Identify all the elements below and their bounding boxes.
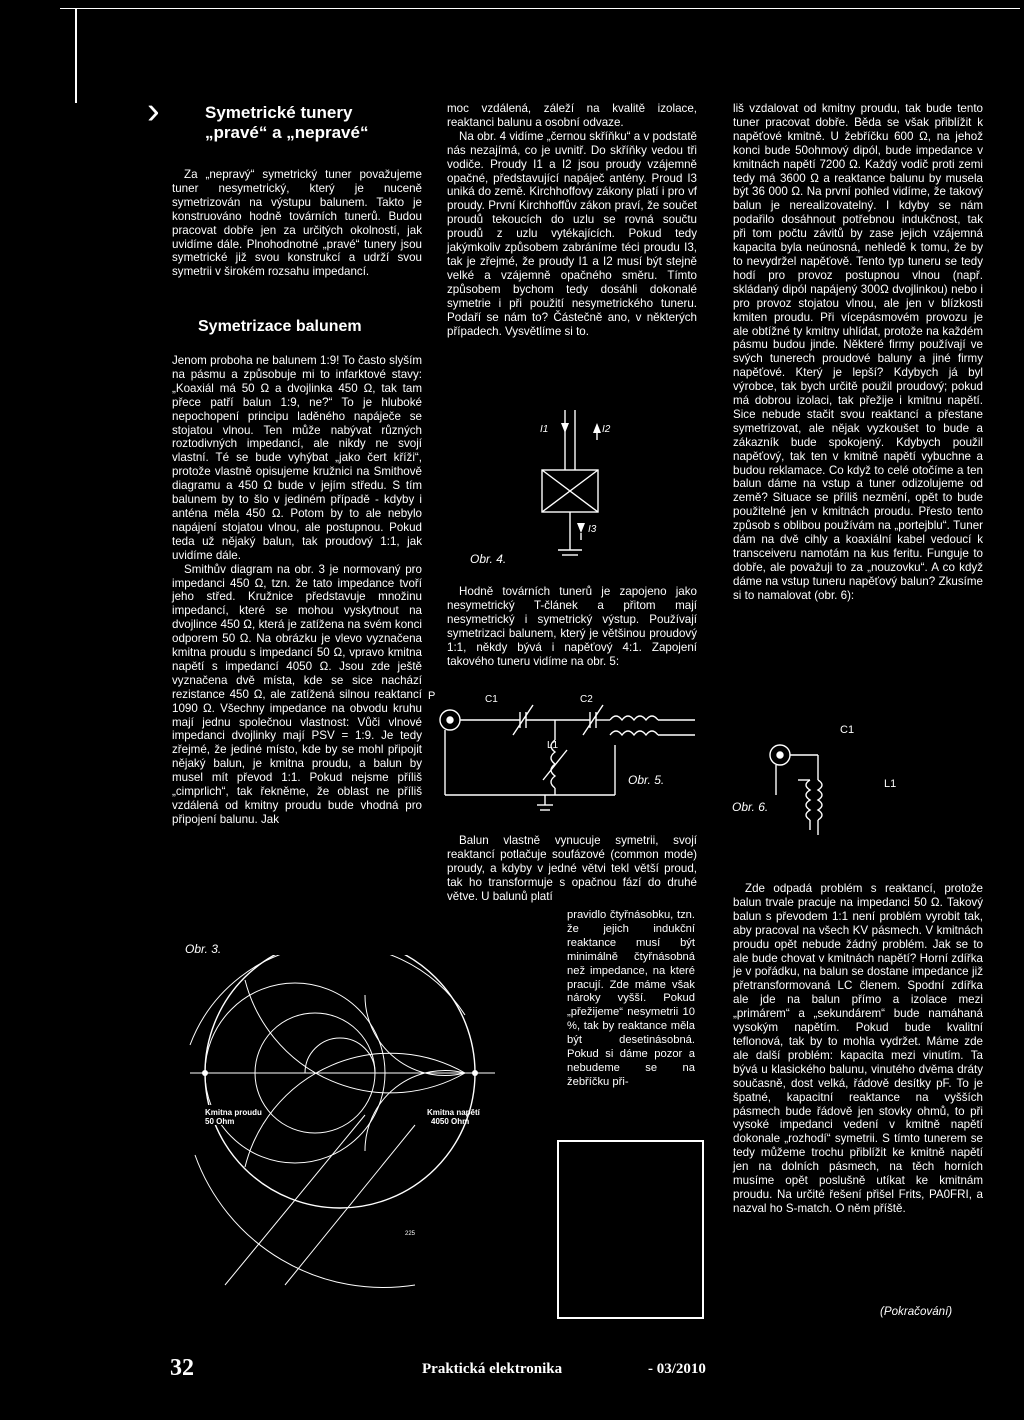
chart-label-current-node: Kmitna proudu bbox=[205, 1108, 262, 1117]
title-line-1: Symetrické tunery bbox=[205, 103, 353, 122]
right-body-2 bbox=[733, 882, 983, 1216]
middle-top bbox=[447, 102, 697, 338]
smith-paragraph: Smithův diagram na obr. 3 je normovaný pro impedanci 450 Ω, tzn. že tato impedance tvoří jeho střed. Kružnice představuje množinu impedancí, které se mohou vyskytnout na dvojlince 450 Ω, která je zatížena na svém konci odporem 50 Ω. Na obrázku je vlevo vyznačena kmitna proudu s impedancí 50 Ω, vpravo kmitna napětí s impedancí 4050 Ω. Jsou zde ještě vyznačena dvě místa, kde se sice nachází rezistance 450 Ω, ale zatížená silnou reaktancí 1090 Ω. Všechny impedance na obvodu kruhu mají jednu společnou vlastnost: Vůči vlnové impedanci dvojlinky mají PSV = 1:9. Je tedy zřejmé, že jediné místo, kde by se mohl připojit nějaký balun, je kmitna proudu, a balun by musel mít převod 1:1. Pokud nejsme příliš „cimprlich“, tak řekněme, že oblast ne příliš vzdálená od kmitny proudu bude vhodná pro připojení balunu. Jak bbox=[172, 562, 422, 826]
fig5-label-l1: L1 bbox=[547, 740, 559, 751]
middle-paragraph-5: pravidlo čtyřnásobku, tzn. že jejich indukční reaktance musí být minimálně čtyřnásobná než impedance, na které pracují. Zde máme však nároky vyšší. Pokud „přežijeme“ nesymetrii 10 %, tak by reaktance měla být desetinásobná. Pokud si dáme pozor a nebudeme se na žebříčku při- bbox=[567, 909, 695, 1088]
chart-lower-arc bbox=[195, 1155, 415, 1288]
chart-label-voltage-node-value: 4050 Ohm bbox=[431, 1117, 470, 1126]
arrow-up-icon bbox=[593, 423, 601, 433]
fig5-label-c1: C1 bbox=[485, 694, 498, 705]
box-title-2: o Mini-Whipu bbox=[583, 1174, 678, 1191]
middle-body-3 bbox=[447, 585, 697, 668]
fig4-label-i1: I1 bbox=[540, 424, 549, 435]
page-number: 32 bbox=[170, 1355, 194, 1381]
discussion-box-title bbox=[559, 1156, 702, 1192]
issue-number: - 03/2010 bbox=[648, 1361, 706, 1377]
chart-point-right bbox=[472, 1070, 478, 1076]
fig6-label-c1: C1 bbox=[840, 724, 855, 736]
fig4-label-i3: I3 bbox=[588, 524, 597, 535]
fig6-label-l1: L1 bbox=[884, 778, 897, 790]
middle-body-5 bbox=[567, 909, 695, 1090]
top-rule bbox=[60, 8, 1020, 9]
chart-circle-swr bbox=[205, 955, 475, 1208]
intro-paragraph: Za „nepravý“ symetrický tuner považujeme tuner nesymetrický, který je nuceně symetrizován na výstupu balunem. Takto je konstruováno hodně továrních tunerů. Budou pracovat dobře jen za určitých okolností, jak uvidíme dále. Plnohodnotné „pravé“ tunery jsou symetrické již svou konstrukcí a udrží svou symetrii v širokém rozsahu impedancí. bbox=[172, 168, 422, 279]
fig4-label-i2: I2 bbox=[602, 424, 611, 435]
middle-body-4 bbox=[447, 834, 697, 904]
fig5-caption: Obr. 5. bbox=[628, 773, 665, 787]
chart-label-current-node-value: 50 Ohm bbox=[205, 1117, 235, 1126]
chart-diagonal-1 bbox=[225, 1115, 365, 1285]
left-intro bbox=[172, 168, 422, 279]
middle-paragraph-4: Balun vlastně vynucuje symetrii, svojí reaktancí potlačuje soufázové (common mode) proudy, a kdyby v jedné větvi tekl větší proud, tak ho transformuje s opačnou fází do druhé větve. U balunů platí bbox=[447, 834, 697, 903]
chart-label-voltage-node: Kmitna napětí bbox=[427, 1108, 480, 1117]
middle-paragraph-1: moc vzdálená, záleží na kvalitě izolace, reaktanci balunu a osobní odvaze. bbox=[447, 102, 697, 129]
right-paragraph-2: Zde odpadá problém s reaktancí, protože balun trvale pracuje na impedanci 50 Ω. Takový balun s převodem 1:1 není problém vyrobit tak, aby pracoval na všech KV pásmech. V kmitnách proudu opět nebude žádný problém. Jak se to ale bude chovat v kmitnách napětí? Horní zdířka je v pořádku, na balun se dostane impedance již přetransformovaná LC členem. Spodní zdířka ale jde na balun přímo a izolace mezi „primárem“ a „sekundárem“ bude namáhaná vysokým napětím. Pokud bude kvalitní teflonová, tak by to mohla vydržet. Máme zde ale další problém: kapacita mezi vinutím. Ta bývá u klasického balunu, vinutého dvěma dráty současně, dost velká, řádově desítky pF. To je špatné, kapacitní reaktance na vyšších pásmech bude řádově jen stovky ohmů, to při vysoké impedanci vedení v kmitně napětí dokonale „rozhodí“ symetrii. S tímto tunerem se tedy můžeme trochu přiblížit ke kmitně napětí jen na dolních pásmech, na těch horních musíme opět poslušně utíkat ke kmitnám proudu. Na určité řešení přišel Frits, PA0FRI, a nazval ho S-match. O něm příště. bbox=[733, 882, 983, 1215]
chart-arc-1 bbox=[205, 983, 385, 1073]
fig5-label-p: P bbox=[428, 690, 436, 702]
tuner-circuit-diagram bbox=[425, 690, 710, 820]
section-title bbox=[205, 103, 368, 143]
arrow-down-icon bbox=[561, 423, 569, 433]
chart-x-arc-3 bbox=[365, 995, 465, 1076]
balun-paragraph: Jenom proboha ne balunem 1:9! To často slyším na pásmu a způsobuje mi to infarktové stavy: „Koaxiál má 50 Ω a dvojlinka 450 Ω, tak tam přece patří balun 1:9, ne?“ To je hluboké nepochopení principu laděného napáječe se stojatou vlnou. Ten může nabývat různých roztodivných impedancí, ale nikdy ne svojí vlastní. Té se bude vyhýbat „jako čert kříži“, protože vlastně opisujeme kružnici na Smithově diagramu a 450 Ω bude v jejím středu. S tím balunem by to šlo v jediném případě - kdyby i anténa měla 450 Ω. Potom by to ale nebylo napájení stojatou vlnou, ale postupnou. Pokud teda už nějaký balun, tak proudový 1:1, jak uvidíme dále. bbox=[172, 354, 422, 562]
middle-paragraph-3: Hodně továrních tunerů je zapojeno jako nesymetrický T-článek a přitom mají nesymetrický i symetrický výstup. Používají symetrizaci balunem, který je většinou proudový 1:1, někdy bývá i napěťový 4:1. Zapojení takového tuneru vidíme na obr. 5: bbox=[447, 585, 697, 668]
right-body-1 bbox=[733, 102, 983, 603]
fig5-label-c2: C2 bbox=[580, 694, 593, 705]
fig4-caption: Obr. 4. bbox=[470, 552, 507, 566]
black-box-diagram bbox=[520, 405, 630, 565]
voltage-balun-diagram bbox=[758, 725, 888, 845]
chart-point-left bbox=[202, 1070, 208, 1076]
discussion-box-body: Do diskuse o anténě Mini-Whip (PE 11/09, PE 1 a 2/10) jsme dostali opět několik zajímavých příspěvků, proto se k Mini-Whipu ještě vrátíme. bbox=[567, 1200, 693, 1292]
arrow-down-icon bbox=[577, 523, 585, 533]
smith-chart bbox=[165, 955, 495, 1290]
chart-x-arc-1 bbox=[245, 980, 465, 1093]
magazine-name: Praktická elektronika bbox=[422, 1361, 563, 1377]
middle-paragraph-2: Na obr. 4 vidíme „černou skříňku“ a v podstatě nás nezajímá, co je uvnitř. Do skříňky vedou tři vodiče. Proudy I1 a I2 jsou proudy vzájemně opačné, představující napáječ antény. Proud I3 uniká do země. Kirchhoffovy zákony platí i pro vf proudy. První Kirchhoffův zákon praví, že součet proudů tekoucích do uzlu se rovná součtu proudů z uzlu vytékajících. Pokud tedy jakýmkoliv způsobem zabráníme téci proudu I3, tak je zřejmé, že proudy I1 a I2 musí být stejně velké a vzájemně opačného směru. Tímto způsobem bychom tedy dosáhli dokonalé symetrie i při použití nesymetrického tuneru. Podaří se nám to? Částečně ano, v některých případech. Vysvětlíme si to. bbox=[447, 129, 697, 338]
box-title-1: Diskuse bbox=[601, 1156, 660, 1173]
left-rule bbox=[75, 8, 77, 103]
title-line-2: „pravé“ a „nepravé“ bbox=[205, 123, 369, 142]
left-body bbox=[172, 354, 422, 827]
subsection-title: Symetrizace balunem bbox=[198, 318, 362, 335]
chart-outer-arc bbox=[190, 955, 465, 1045]
discussion-box-border bbox=[557, 1140, 704, 1319]
chart-diagonal-2 bbox=[285, 1125, 415, 1285]
right-paragraph-1: liš vzdalovat od kmitny proudu, tak bude tento tuner pracovat dobře. Běda se však přiblížit k napěťové kmitně. U žebříčku 600 Ω, na jehož konci bude 50ohmový dipól, bude impedance v kmitnách napětí 7200 Ω. Každý vodič proti zemi tedy má 3600 Ω a reaktance balunu by musela být 36 000 Ω. Na první pohled vidíme, že takový balun je nerealizovatelný. I kdyby se nám podařilo dosáhnout potřebnou indukčnost, tak při tom počtu závitů by zase jejich vzájemná kapacita byla neúnosná, nehledě k tomu, že by to nevydržel napěťově. Tento typ tuneru se tedy hodí pro provoz postupnou vlnou (např. skládaný dipól napájený 300Ω dvojlinkou) nebo i pro provoz stojatou vlnou, ale jen v blízkosti kmiten proudu. Při vícepásmovém provozu je ale obtížné ty kmitny uhlídat, protože na každém pásmu budou jinde. Některé firmy používají ve svých tunerech proudové baluny a jiné firmy napěťové. Který je lepší? Kdybych já byl výrobce, tak bych určitě použil proudový; pokud má dobrou izolaci, tak přežije i kmitnu napětí. Sice nebude stačit svou reaktancí a přestane symetrizovat, ale nějak vyzkoušet to bude a zákazník bude spokojený. Kdybych použil napěťový, tak ten v kmitně napětí vybuchne a budou reklamace. Co když to celé otočíme a ten balun dáme na vstup a tuner odizolujeme od země? Situace se příliš nezmění, opět to bude použitelné jen v kmitnách proudu. Přesto tento způsob s oblibou používám na „portejblu“. Tuner dám na dvě cihly a koaxiální kabel vedoucí k transceiveru namotám na kus feritu. Funguje to dobře, ale považuji to za „nouzovku“. A co když dáme na vstup tuneru napěťový balun? Zkusíme si to namalovat (obr. 6): bbox=[733, 102, 983, 602]
continued-note: (Pokračování) bbox=[880, 1305, 953, 1318]
chart-arc-2 bbox=[255, 1013, 375, 1073]
fig3-caption: Obr. 3. bbox=[185, 942, 222, 956]
chevron-right-icon: › bbox=[147, 90, 160, 132]
chart-marker-225: 225 bbox=[405, 1231, 416, 1237]
fig6-caption: Obr. 6. bbox=[732, 800, 769, 814]
